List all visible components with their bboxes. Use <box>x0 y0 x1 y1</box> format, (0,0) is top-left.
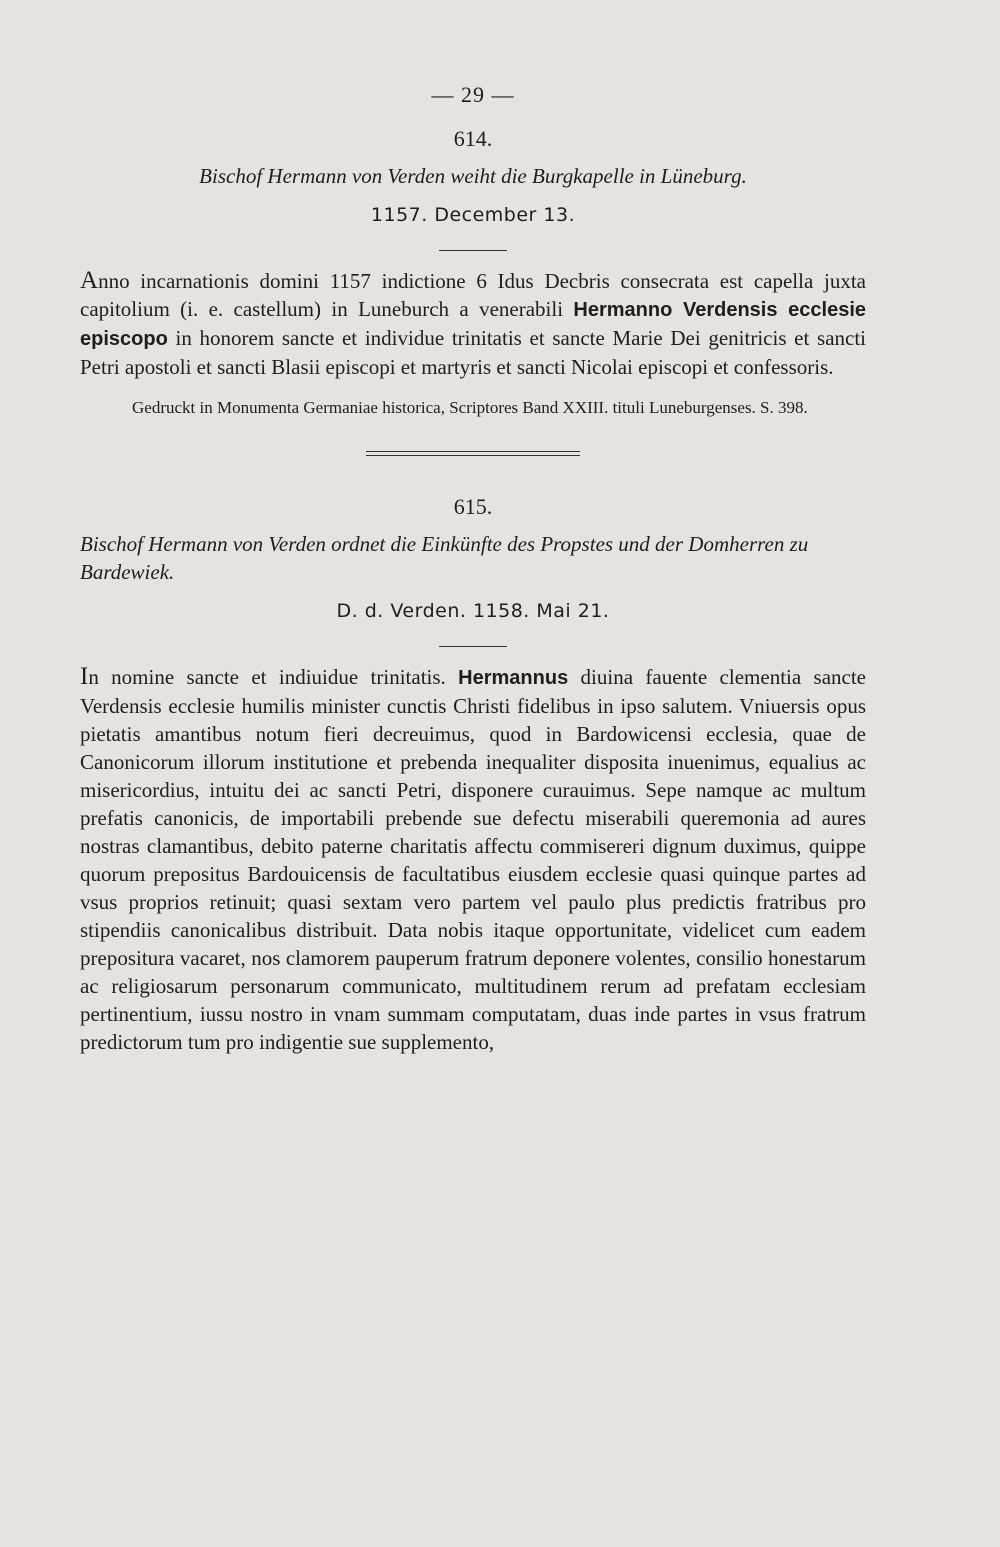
entry-date: D. d. Verden. 1158. Mai 21. <box>336 600 610 622</box>
entry-body <box>80 663 866 1056</box>
bold-name: Hermannus <box>458 667 569 689</box>
body-text-part: n nomine sancte et indiuidue trinitatis. <box>88 665 459 689</box>
entry-separator <box>366 451 580 456</box>
entry-date: 1157. December 13. <box>370 204 576 226</box>
entry-number: 615. <box>453 494 493 519</box>
source-note: Gedruckt in Monumenta Germaniae historica, Scriptores Band XXIII. tituli Luneburgenses. S. 398. <box>132 398 808 417</box>
entry-number: 614. <box>453 126 493 151</box>
initial-letter: I <box>80 663 89 690</box>
body-text-part: diuina fauente clementia sancte Verdensis ecclesie humilis minister cunctis Christi fidelibus in ipso salutem. Vniuersis opus pietatis amantibus notum fieri decreuimus, quod in Bardowicensi ecclesia, quae de Canonicorum illorum institutione et prebenda inequaliter disposita inuenimus, equalius ac misericordius, intuitu dei ac sancti Petri, disponere curauimus. Sepe namque ac multum prefatis canonicis, de importabili prebende sue defectu miserabili queremonia ad aures nostras clamantibus, debito paterne charitatis affectu commisereri dignum duximus, quippe quorum prepositus Bardouicensis de facultatibus eiusdem ecclesie quasi quinque partes ad vsus proprios retinuit; quasi sextam vero partem vel paulo plus predictis fratribus pro stipendiis canonicalibus distribuit. Data nobis itaque opportunitate, videlicet cum eadem prepositura vacaret, nos clamorem pauperum fratrum deponere volentes, consilio honestarum ac religiosarum personarum communicato, multitudinem rerum ad prefatam ecclesiam pertinentium, iussu nostro in vnam summam computatam, duas inde partes in vsus fratrum predictorum tum pro indigentie sue supplemento, <box>80 665 867 1054</box>
entry-614 <box>80 126 866 419</box>
body-text-part: in honorem sancte et individue trinitatis et sancte Marie Dei genitricis et sancti Petri apostoli et sancti Blasii episcopi et martyris et sancti Nicolai episcopi et confessoris. <box>80 326 866 379</box>
page-number: — 29 — <box>431 82 515 107</box>
entry-title: Bischof Hermann von Verden ordnet die Einkünfte des Propstes und der Domherren zu Bardewiek. <box>80 532 809 584</box>
entry-615 <box>80 494 866 1056</box>
body-text-part: nno incarnationis domini 1157 indictione 6 Idus Decbris consecrata est capella juxta capitolium (i. e. castellum) in Luneburch a venerabili <box>80 269 866 321</box>
section-divider <box>439 646 507 647</box>
bold-name: Hermanno Verdensis ecclesie episcopo <box>80 299 867 350</box>
initial-letter: A <box>80 267 99 294</box>
entry-body <box>80 267 866 381</box>
section-divider <box>439 250 507 251</box>
entry-title: Bischof Hermann von Verden weiht die Burgkapelle in Lüneburg. <box>199 164 747 188</box>
